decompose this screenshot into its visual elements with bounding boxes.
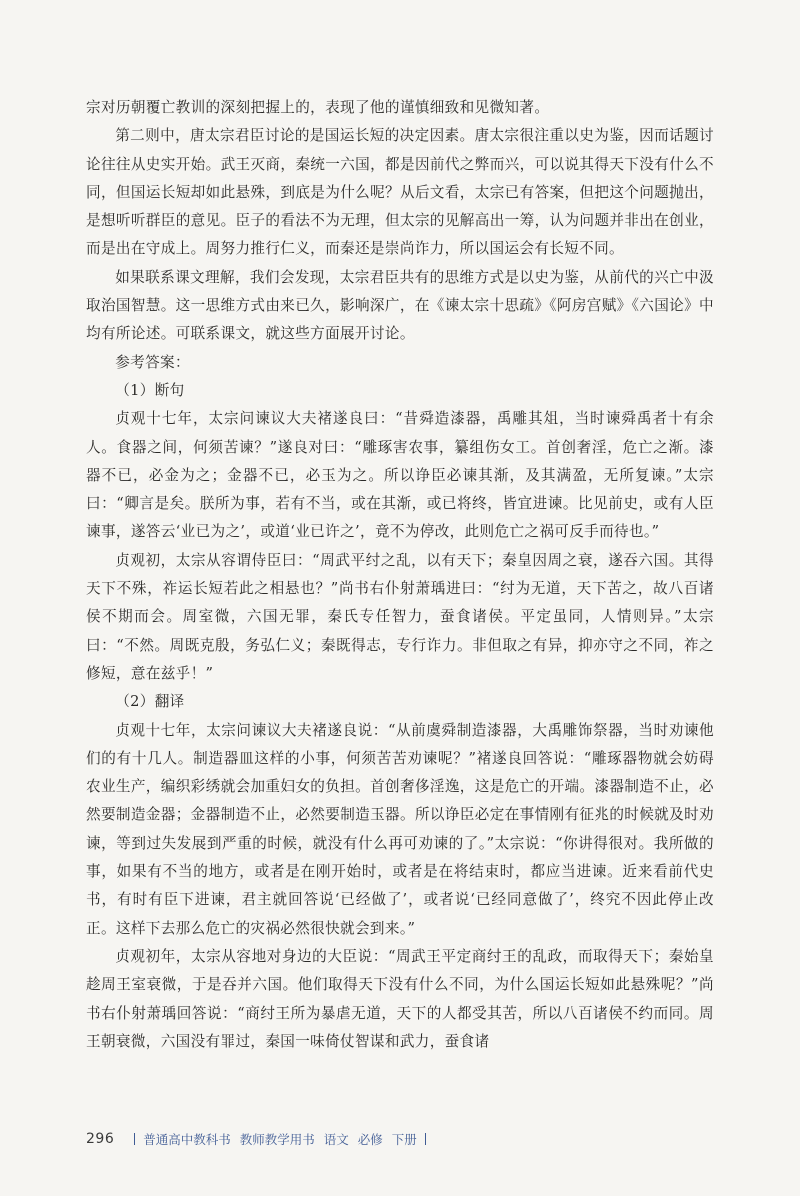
page-body	[86, 94, 714, 1056]
paragraph-lesson-connection: 如果联系课文理解，我们会发现，太宗君臣共有的思维方式是以史为鉴，从前代的兴亡中汲取治国智慧。这一思维方式由来已久，影响深广，在《谏太宗十思疏》《阿房宫赋》《六国论》中均有所论述。可联系课文，就这些方面展开讨论。	[86, 268, 714, 343]
reference-answer-heading: 参考答案：	[115, 353, 190, 371]
translation-subheading: （2）翻译	[115, 693, 185, 711]
page-footer	[86, 1128, 434, 1150]
translation-story-1: 贞观十七年，太宗问谏议大夫褚遂良说：“从前虞舜制造漆器，大禹雕饰祭器，当时劝谏他们的有十几人。制造器皿这样的小事，何须苦苦劝谏呢？”褚遂良回答说：“雕琢器物就会妨碍农业生产，编织彩绣就会加重妇女的负担。首创奢侈淫逸，这是危亡的开端。漆器制造不止，必然要制造金器；金器制造不止，必然要制造玉器。所以诤臣必定在事情刚有征兆的时候就及时劝谏，等到过失发展到严重的时候，就没有什么再可劝谏的了。”太宗说：“你讲得很对。我所做的事，如果有不当的地方，或者是在刚开始时，或者是在将结束时，都应当进谏。近来看前代史书，有时有臣下进谏，君主就回答说‘已经做了’，或者说‘已经同意做了’，终究不因此停止改正。这样下去那么危亡的灾祸必然很快就会到来。”	[86, 721, 714, 937]
footer-volume: 下册	[391, 1132, 417, 1147]
footer-series: 普通高中教科书	[143, 1132, 231, 1147]
classical-text-story-2: 贞观初，太宗从容谓侍臣曰：“周武平纣之乱，以有天下；秦皇因周之衰，遂吞六国。其得天下不殊，祚运长短若此之相悬也？”尚书右仆射萧瑀进曰：“纣为无道，天下苦之，故八百诸侯不期而会。周室微，六国无罪，秦氏专任智力，蚕食诸侯。平定虽同，人情则异。”太宗曰：“不然。周既克殷，务弘仁义；秦既得志，专行诈力。非但取之有异，抑亦守之不同，祚之修短，意在兹乎！”	[86, 551, 714, 682]
paragraph-second-story-analysis: 第二则中，唐太宗君臣讨论的是国运长短的决定因素。唐太宗很注重以史为鉴，因而话题讨论往往从史实开始。武王灭商，秦统一六国，都是因前代之弊而兴，可以说其得天下没有什么不同，但国运长短却如此悬殊，到底是为什么呢？从后文看，太宗已有答案，但把这个问题抛出，是想听听群臣的意见。臣子的看法不为无理，但太宗的见解高出一筹，认为问题并非出在创业，而是出在守成上。周努力推行仁义，而秦还是崇尚诈力，所以国运会有长短不同。	[86, 127, 714, 258]
footer-divider	[134, 1133, 135, 1145]
translation-story-2: 贞观初年，太宗从容地对身边的大臣说：“周武王平定商纣王的乱政，而取得天下；秦始皇趁周王室衰微，于是吞并六国。他们取得天下没有什么不同，为什么国运长短如此悬殊呢？”尚书右仆射萧瑀回答说：“商纣王所为暴虐无道，天下的人都受其苦，所以八百诸侯不约而同。周王朝衰微，六国没有罪过，秦国一味倚仗智谋和武力，蚕食诸	[86, 947, 714, 1050]
footer-subject: 语文	[323, 1132, 349, 1147]
classical-text-story-1: 贞观十七年，太宗问谏议大夫褚遂良曰：“昔舜造漆器，禹雕其俎，当时谏舜禹者十有余人。食器之间，何须苦谏？”遂良对曰：“雕琢害农事，纂组伤女工。首创奢淫，危亡之渐。漆器不已，必金为之；金器不已，必玉为之。所以诤臣必谏其渐，及其满盈，无所复谏。”太宗曰：“卿言是矣。朕所为事，若有不当，或在其渐，或已将终，皆宜进谏。比见前史，或有人臣谏事，遂答云‘业已为之’，或道‘业已许之’，竟不为停改，此则危亡之祸可反手而待也。”	[86, 410, 714, 541]
punctuation-subheading: （1）断句	[115, 381, 185, 399]
paragraph-continuation: 宗对历朝覆亡教训的深刻把握上的，表现了他的谨慎细致和见微知著。	[86, 99, 550, 116]
footer-divider-end	[425, 1133, 426, 1145]
page-number: 296	[86, 1131, 115, 1147]
footer-book-type: 教师教学用书	[239, 1132, 315, 1147]
footer-course: 必修	[357, 1132, 383, 1147]
